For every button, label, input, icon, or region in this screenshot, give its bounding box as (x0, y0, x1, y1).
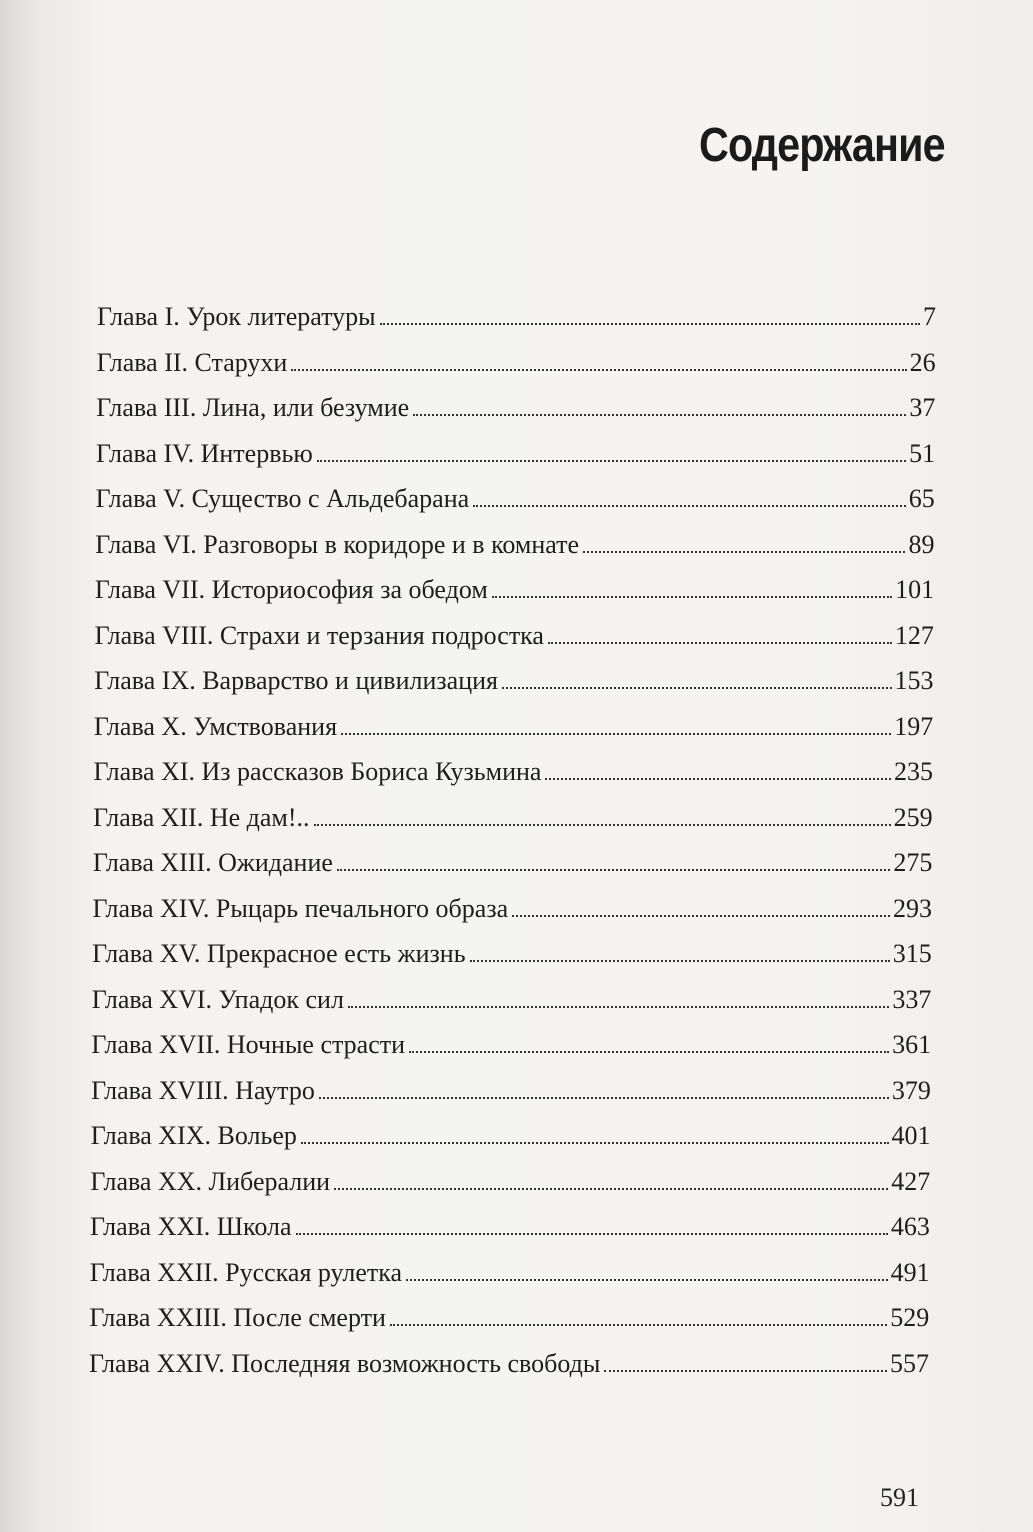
toc-entry (90, 1257, 930, 1289)
toc-entry-title: Глава V. Существо с Альдебарана (95, 484, 470, 514)
toc-dot-leader (583, 551, 905, 553)
toc-dot-leader (301, 1142, 889, 1144)
toc-entry-title: Глава XI. Из рассказов Бориса Кузьмина (93, 757, 542, 787)
toc-entry (95, 574, 934, 606)
toc-dot-leader (409, 1051, 889, 1053)
toc-entry-page: 153 (894, 666, 934, 696)
toc-entry (94, 756, 933, 788)
toc-entry-title: Глава XIII. Ожидание (92, 848, 333, 878)
toc-dot-leader (492, 596, 892, 598)
toc-entry (91, 1075, 931, 1107)
toc-entry-title: Глава IV. Интервью (95, 438, 313, 468)
toc-entry-title: Глава XIX. Вольер (90, 1121, 297, 1151)
toc-entry (96, 483, 935, 515)
toc-entry-title: Глава XVII. Ночные страсти (91, 1030, 406, 1060)
toc-dot-leader (319, 1097, 889, 1099)
toc-entry (96, 392, 935, 424)
toc-entry (95, 529, 934, 561)
toc-dot-leader (413, 414, 906, 416)
toc-entry-title: Глава VI. Разговоры в коридоре и в комнате (95, 529, 580, 559)
toc-entry (96, 438, 935, 470)
toc-entry (92, 893, 932, 925)
toc-entry (95, 620, 934, 652)
toc-dot-leader (341, 733, 891, 735)
toc-entry-page: 37 (909, 393, 936, 423)
toc-entry-page: 293 (893, 893, 933, 923)
toc-entry-page: 379 (891, 1075, 931, 1105)
toc-entry (89, 1302, 929, 1334)
toc-dot-leader (291, 369, 906, 371)
toc-entry-page: 401 (891, 1121, 931, 1151)
toc-entry-page: 491 (890, 1257, 930, 1287)
toc-entry-page: 315 (892, 939, 932, 969)
toc-entry-page: 337 (892, 984, 932, 1014)
toc-entry (93, 847, 933, 879)
toc-dot-leader (548, 642, 892, 644)
toc-entry-title: Глава XXII. Русская рулетка (89, 1257, 403, 1287)
toc-entry (97, 301, 936, 333)
toc-dot-leader (390, 1324, 887, 1326)
toc-dot-leader (406, 1279, 888, 1281)
toc-entry-title: Глава IX. Варварство и цивилизация (94, 666, 498, 696)
toc-entry-title: Глава XX. Либералии (90, 1166, 331, 1196)
toc-entry-title: Глава I. Урок литературы (97, 302, 376, 331)
toc-entry (92, 984, 932, 1016)
toc-entry (97, 347, 936, 379)
toc-entry-title: Глава II. Старухи (96, 347, 288, 377)
toc-entry-page: 427 (891, 1166, 931, 1196)
toc-dot-leader (470, 960, 890, 962)
toc-entry-page: 259 (893, 802, 933, 832)
toc-entry (90, 1166, 930, 1198)
toc-entry-title: Глава XII. Не дам!.. (93, 802, 310, 832)
toc-dot-leader (545, 778, 891, 780)
toc-entry-page: 197 (894, 711, 934, 741)
toc-entry-title: Глава XIV. Рыцарь печального образа (92, 893, 509, 923)
toc-entry-title: Глава XXIII. После смерти (89, 1303, 386, 1333)
toc-entry (90, 1211, 930, 1243)
toc-entry-title: Глава VII. Историософия за обедом (94, 575, 488, 605)
toc-entry-title: Глава VIII. Страхи и терзания подростка (94, 620, 544, 650)
toc-entry-page: 26 (909, 347, 936, 377)
toc-dot-leader (473, 505, 906, 507)
toc-entry-title: Глава XVIII. Наутро (91, 1075, 315, 1105)
toc-entry-title: Глава XV. Прекрасное есть жизнь (92, 939, 466, 969)
toc-entry-title: Глава X. Умствования (93, 711, 338, 741)
toc-entry-page: 463 (890, 1212, 930, 1242)
toc-entry (91, 1120, 931, 1152)
toc-entry-page: 127 (894, 620, 934, 650)
toc-entry (89, 1348, 929, 1380)
toc-entry (94, 665, 933, 697)
toc-dot-leader (296, 1233, 888, 1235)
toc-entry (94, 711, 933, 743)
toc-entry-page: 361 (892, 1030, 932, 1060)
toc-entry-page: 557 (890, 1349, 929, 1378)
toc-dot-leader (604, 1370, 887, 1372)
toc-entry-title: Глава XXIV. Последняя возможность свободы (89, 1349, 601, 1378)
toc-entry-page: 51 (909, 438, 936, 468)
toc-dot-leader (317, 460, 906, 462)
toc-dot-leader (502, 687, 892, 689)
toc-entry (93, 802, 932, 834)
contents-heading: Содержание (699, 119, 945, 172)
toc-entry-page: 101 (895, 575, 935, 605)
toc-entry-page: 89 (908, 529, 935, 559)
toc-dot-leader (314, 824, 891, 826)
toc-dot-leader (334, 1188, 888, 1190)
page-number: 591 (880, 1483, 919, 1512)
toc-entry-page: 65 (908, 484, 935, 514)
toc-dot-leader (380, 323, 920, 325)
toc-dot-leader (512, 915, 890, 917)
toc-entry-page: 275 (893, 848, 933, 878)
toc-entry (92, 938, 932, 970)
toc-dot-leader (348, 1006, 889, 1008)
toc-entry-title: Глава XXI. Школа (90, 1212, 292, 1242)
toc-entry-page: 7 (923, 302, 936, 331)
toc-dot-leader (337, 869, 890, 871)
toc-entry (91, 1029, 931, 1061)
toc-entry-page: 529 (890, 1303, 930, 1333)
toc-entry-title: Глава III. Лина, или безумие (96, 393, 410, 423)
toc-entry-title: Глава XVI. Упадок сил (91, 984, 344, 1014)
toc-entry-page: 235 (893, 757, 933, 787)
